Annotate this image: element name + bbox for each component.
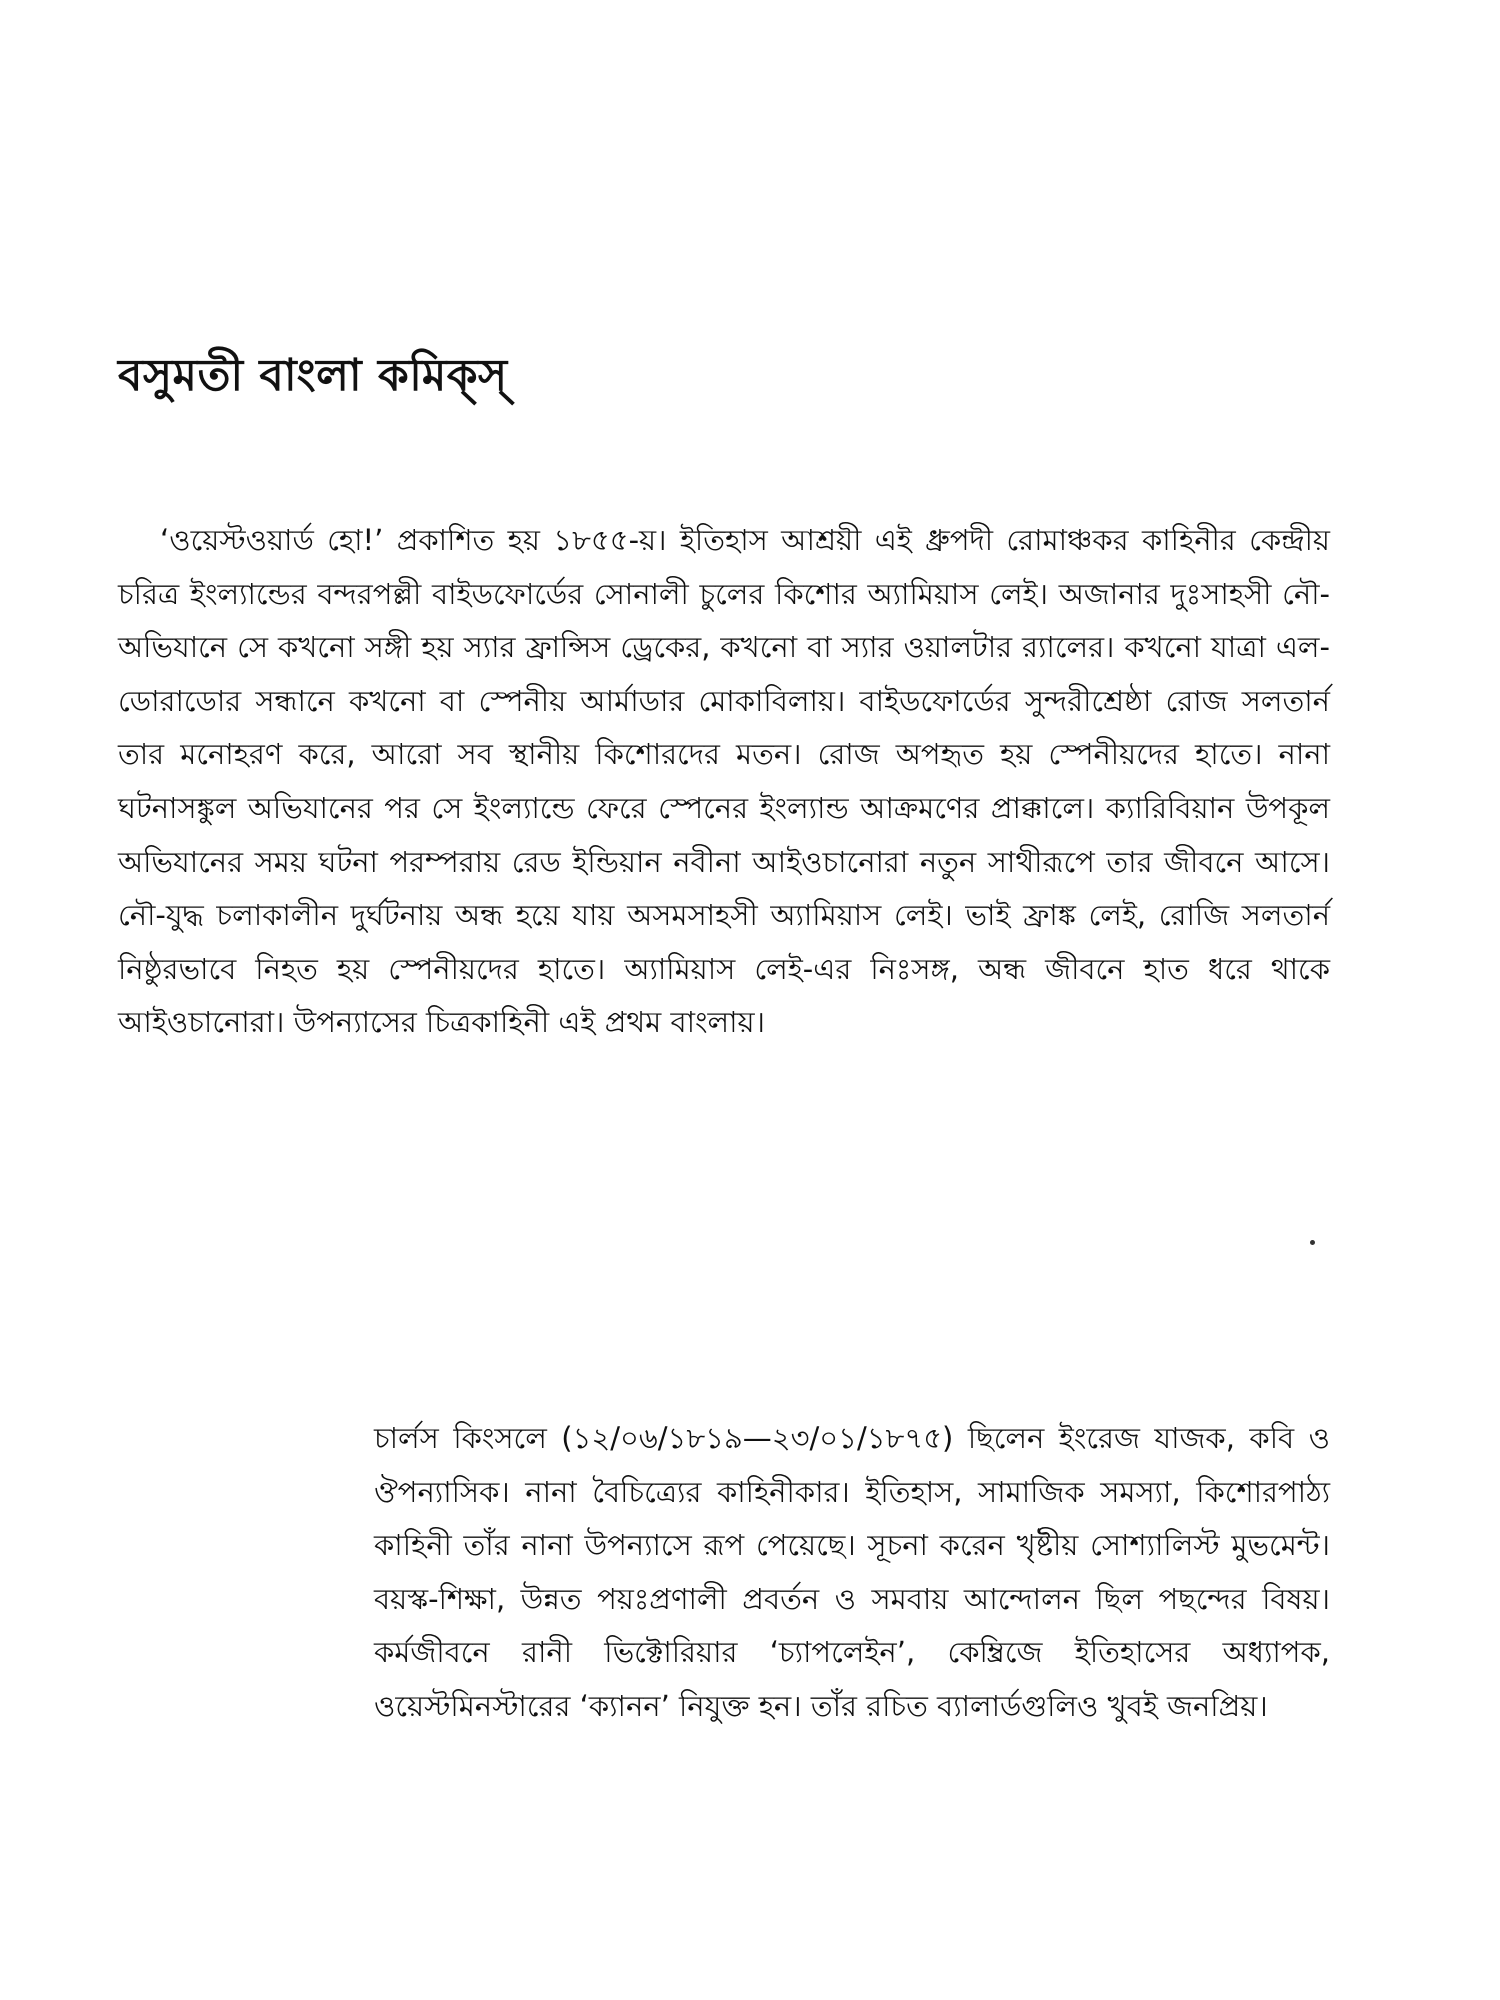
print-speck bbox=[1310, 1240, 1315, 1245]
series-title: বসুমতী বাংলা কমিক্‌স্‌ bbox=[118, 350, 508, 401]
author-bio-paragraph: চার্লস কিংসলে (১২/০৬/১৮১৯—২৩/০১/১৮৭৫) ছিলেন ইংরেজ যাজক, কবি ও ঔপন্যাসিক। নানা বৈচিত্র্যের কাহিনীকার। ইতিহাস, সামাজিক সমস্যা, কিশোরপাঠ্য কাহিনী তাঁর নানা উপন্যাসে রূপ পেয়েছে। সূচনা করেন খৃষ্টীয় সোশ্যালিস্ট মুভমেন্ট। বয়স্ক-শিক্ষা, উন্নত পয়ঃপ্রণালী প্রবর্তন ও সমবায় আন্দোলন ছিল পছন্দের বিষয়। কর্মজীবনে রানী ভিক্টোরিয়ার ‘চ্যাপলেইন’, কেম্ব্রিজে ইতিহাসের অধ্যাপক, ওয়েস্টমিনস্টারের ‘ক্যানন’ নিযুক্ত হন। তাঁর রচিত ব্যালার্ডগুলিও খুবই জনপ্রিয়। bbox=[374, 1421, 1330, 1723]
synopsis-paragraph: ‘ওয়েস্টওয়ার্ড হো!’ প্রকাশিত হয় ১৮৫৫-য়। ইতিহাস আশ্রয়ী এই ধ্রুপদী রোমাঞ্চকর কাহিনীর কেন্দ্রীয় চরিত্র ইংল্যান্ডের বন্দরপল্লী বাইডফোর্ডের সোনালী চুলের কিশোর অ্যামিয়াস লেই। অজানার দুঃসাহসী নৌ-অভিযানে সে কখনো সঙ্গী হয় স্যার ফ্রান্সিস ড্রেকের, কখনো বা স্যার ওয়ালটার র‍্যালের। কখনো যাত্রা এল-ডোরাডোর সন্ধানে কখনো বা স্পেনীয় আর্মাডার মোকাবিলায়। বাইডফোর্ডের সুন্দরীশ্রেষ্ঠা রোজ সলতার্ন তার মনোহরণ করে, আরো সব স্থানীয় কিশোরদের মতন। রোজ অপহৃত হয় স্পেনীয়দের হাতে। নানা ঘটনাসঙ্কুল অভিযানের পর সে ইংল্যান্ডে ফেরে স্পেনের ইংল্যান্ড আক্রমণের প্রাক্কালে। ক্যারিবিয়ান উপকূল অভিযানের সময় ঘটনা পরম্পরায় রেড ইন্ডিয়ান নবীনা আইওচানোরা নতুন সাথীরূপে তার জীবনে আসে। নৌ-যুদ্ধ চলাকালীন দুর্ঘটনায় অন্ধ হয়ে যায় অসমসাহসী অ্যামিয়াস লেই। ভাই ফ্রাঙ্ক লেই, রোজি সলতার্ন নিষ্ঠুরভাবে নিহত হয় স্পেনীয়দের হাতে। অ্যামিয়াস লেই-এর নিঃসঙ্গ, অন্ধ জীবনে হাত ধরে থাকে আইওচানোরা। উপন্যাসের চিত্রকাহিনী এই প্রথম বাংলায়। bbox=[118, 523, 1330, 1040]
